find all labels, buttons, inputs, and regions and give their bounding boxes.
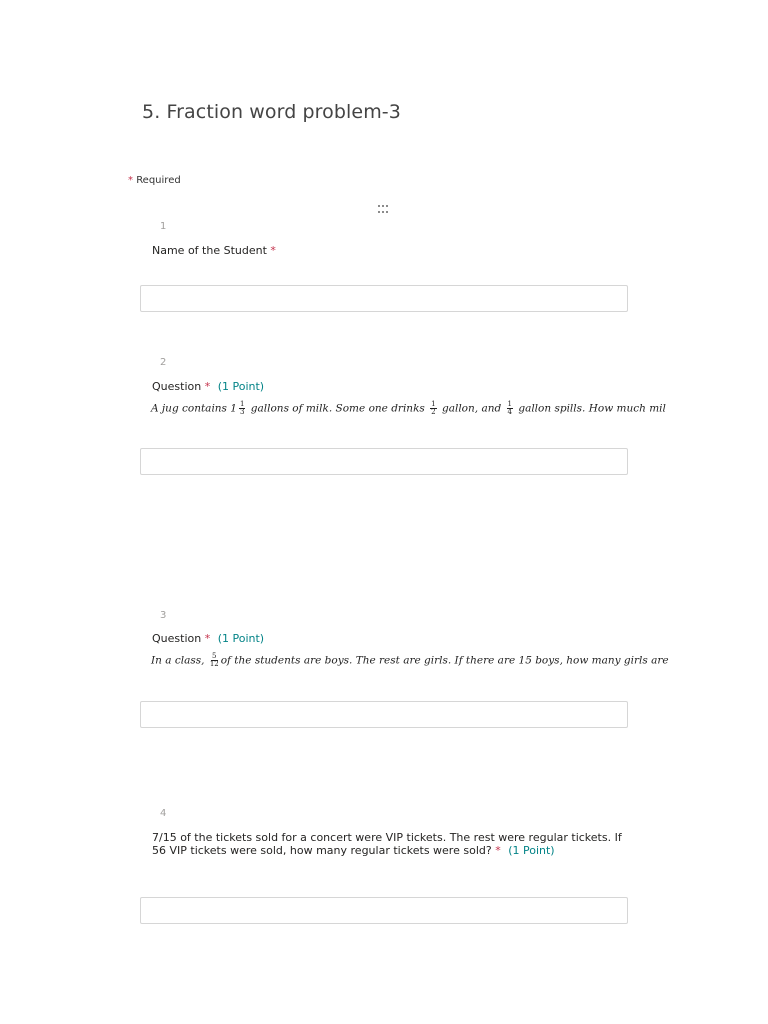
question-3-text	[151, 652, 669, 668]
fraction	[507, 401, 513, 416]
question-2-label	[152, 380, 264, 393]
question-2-text	[151, 400, 666, 416]
math-text: gallon spills. How much mil	[518, 402, 666, 415]
question-number-1: 1	[160, 221, 167, 232]
fraction	[239, 401, 245, 416]
question-3-label	[152, 632, 264, 645]
form-title: 5. Fraction word problem-3	[142, 101, 401, 123]
required-asterisk: *	[270, 244, 276, 257]
fraction	[210, 653, 219, 668]
math-text: A jug contains 1	[151, 402, 237, 415]
fraction-numerator: 5	[212, 652, 217, 660]
question-number-3: 3	[160, 610, 167, 621]
points-badge: (1 Point)	[217, 380, 265, 393]
question-2-title: Question	[152, 380, 202, 393]
points-badge: (1 Point)	[217, 632, 265, 645]
question-4-title: 7/15 of the tickets sold for a concert were VIP tickets. The rest were regular tickets. If 56 VIP tickets were sold, how many regular tickets were sold?	[152, 831, 622, 857]
math-text: gallons of milk. Some one drinks	[250, 402, 425, 415]
question-number-2: 2	[160, 357, 167, 368]
fraction-denominator: 2	[431, 408, 436, 416]
points-badge: (1 Point)	[508, 844, 555, 857]
required-note	[128, 175, 181, 186]
math-text: of the students are boys. The rest are girls. If there are 15 boys, how many girls are	[220, 654, 669, 667]
question-4-label	[152, 831, 622, 857]
required-note-label: Required	[136, 175, 181, 186]
fraction-denominator: 3	[239, 408, 245, 416]
question-1-label	[152, 244, 276, 257]
drag-handle-icon[interactable]	[378, 205, 390, 215]
question-1-title: Name of the Student	[152, 244, 267, 257]
required-asterisk: *	[204, 632, 211, 645]
required-asterisk: *	[495, 844, 501, 857]
question-3-title: Question	[152, 632, 202, 645]
question-2-answer-input[interactable]	[140, 448, 628, 475]
required-asterisk: *	[204, 380, 211, 393]
student-name-input[interactable]	[140, 285, 628, 312]
question-4-answer-input[interactable]	[140, 897, 628, 924]
math-text: In a class,	[151, 654, 205, 667]
fraction-numerator: 1	[431, 400, 436, 408]
fraction-denominator: 12	[209, 660, 219, 668]
fraction	[430, 401, 436, 416]
fraction-numerator: 1	[239, 400, 245, 408]
question-3-answer-input[interactable]	[140, 701, 628, 728]
question-number-4: 4	[160, 808, 167, 819]
math-text: gallon, and	[441, 402, 502, 415]
fraction-denominator: 4	[507, 408, 512, 416]
required-asterisk: *	[128, 175, 133, 186]
fraction-numerator: 1	[507, 400, 512, 408]
